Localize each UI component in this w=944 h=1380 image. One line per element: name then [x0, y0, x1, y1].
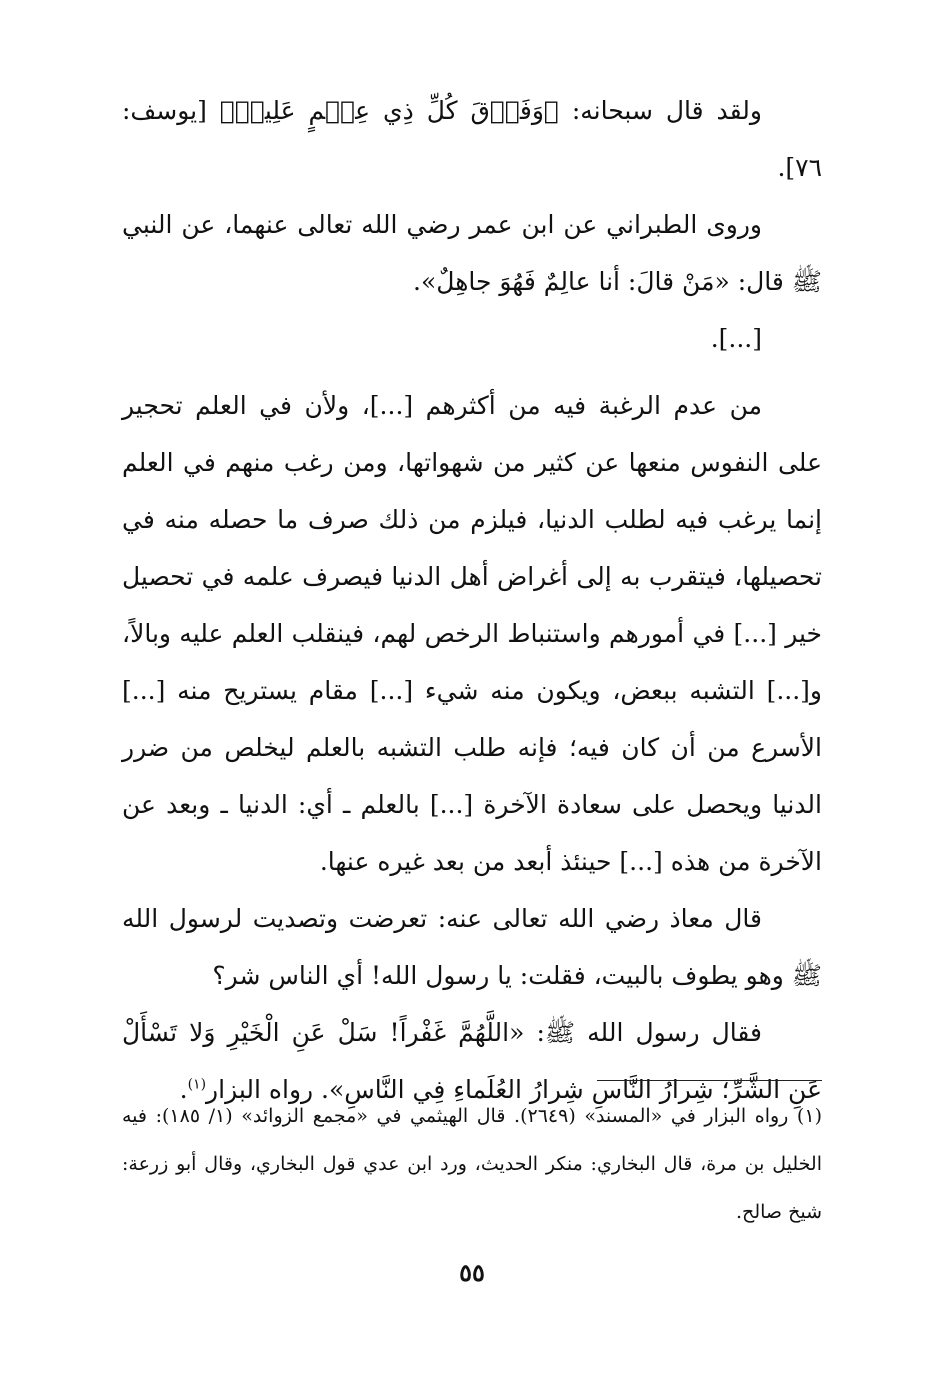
paragraph-muadh: قال معاذ رضي الله تعالى عنه: تعرضت وتصديت لرسول الله ﷺ وهو يطوف بالبيت، فقلت: يا رسول الله! أي الناس شر؟ [122, 904, 822, 990]
footnote-divider [597, 1080, 822, 1081]
footnote-1: (١) رواه البزار في «المسند» (٢٦٤٩). قال الهيثمي في «مجمع الزوائد» (١/ ١٨٥): فيه الخليل بن مرة، قال البخاري: منكر الحديث، ورد ابن عدي قول البخاري، وقال أبو زرعة: شيخ صالح. [122, 1105, 822, 1223]
footnotes [122, 1092, 822, 1236]
paragraph-hadith-bazzar-text: فقال رسول الله ﷺ: «اللَّهُمَّ غَفْراً! سَلْ عَنِ الْخَيْرِ وَلا تَسْأَلْ عَنِ الشَّرِّ؛ شِرارُ النَّاسِ شِرارُ العُلَماءِ فِي النَّاسِ». رواه البزار [122, 1018, 822, 1104]
paragraph-ellipsis: [...]. [710, 324, 762, 353]
paragraph-hadith-tabarani: وروى الطبراني عن ابن عمر رضي الله تعالى عنهما، عن النبي ﷺ قال: «مَنْ قالَ: أنا عالِمٌ فَهُوَ جاهِلٌ». [122, 210, 822, 296]
paragraph-quran-verse: ولقد قال سبحانه: ﴿وَفَوۡقَ كُلِّ ذِي عِلۡمٍ عَلِيمٞ﴾ [يوسف: ٧٦]. [122, 96, 822, 182]
paragraph-main-discussion: من عدم الرغبة فيه من أكثرهم [...]، ولأن في العلم تحجير على النفوس منعها عن كثير من شهواتها، ومن رغب منهم في العلم إنما يرغب فيه لطلب الدنيا، فيلزم من ذلك صرف ما حصله منه في تحصيلها، فيتقرب به إلى أغراض أهل الدنيا فيصرف علمه في تحصيل خير [...] في أمورهم واستنباط الرخص لهم، فينقلب العلم عليه وبالاً، و[...] التشبه ببعض، ويكون منه شيء [...] مقام يستريح منه [...] الأسرع من أن كان فيه؛ فإنه طلب التشبه بالعلم ليخلص من ضرر الدنيا ويحصل على سعادة الآخرة [...] بالعلم ـ أي: الدنيا ـ وبعد عن الآخرة من هذه [...] حينئذ أبعد من بعد غيره عنها. [122, 391, 822, 876]
footnote-marker: (١) [187, 1076, 207, 1093]
main-text [122, 82, 822, 1118]
page-number: ٥٥ [459, 1258, 485, 1287]
paragraph-end-period: . [179, 1075, 188, 1104]
